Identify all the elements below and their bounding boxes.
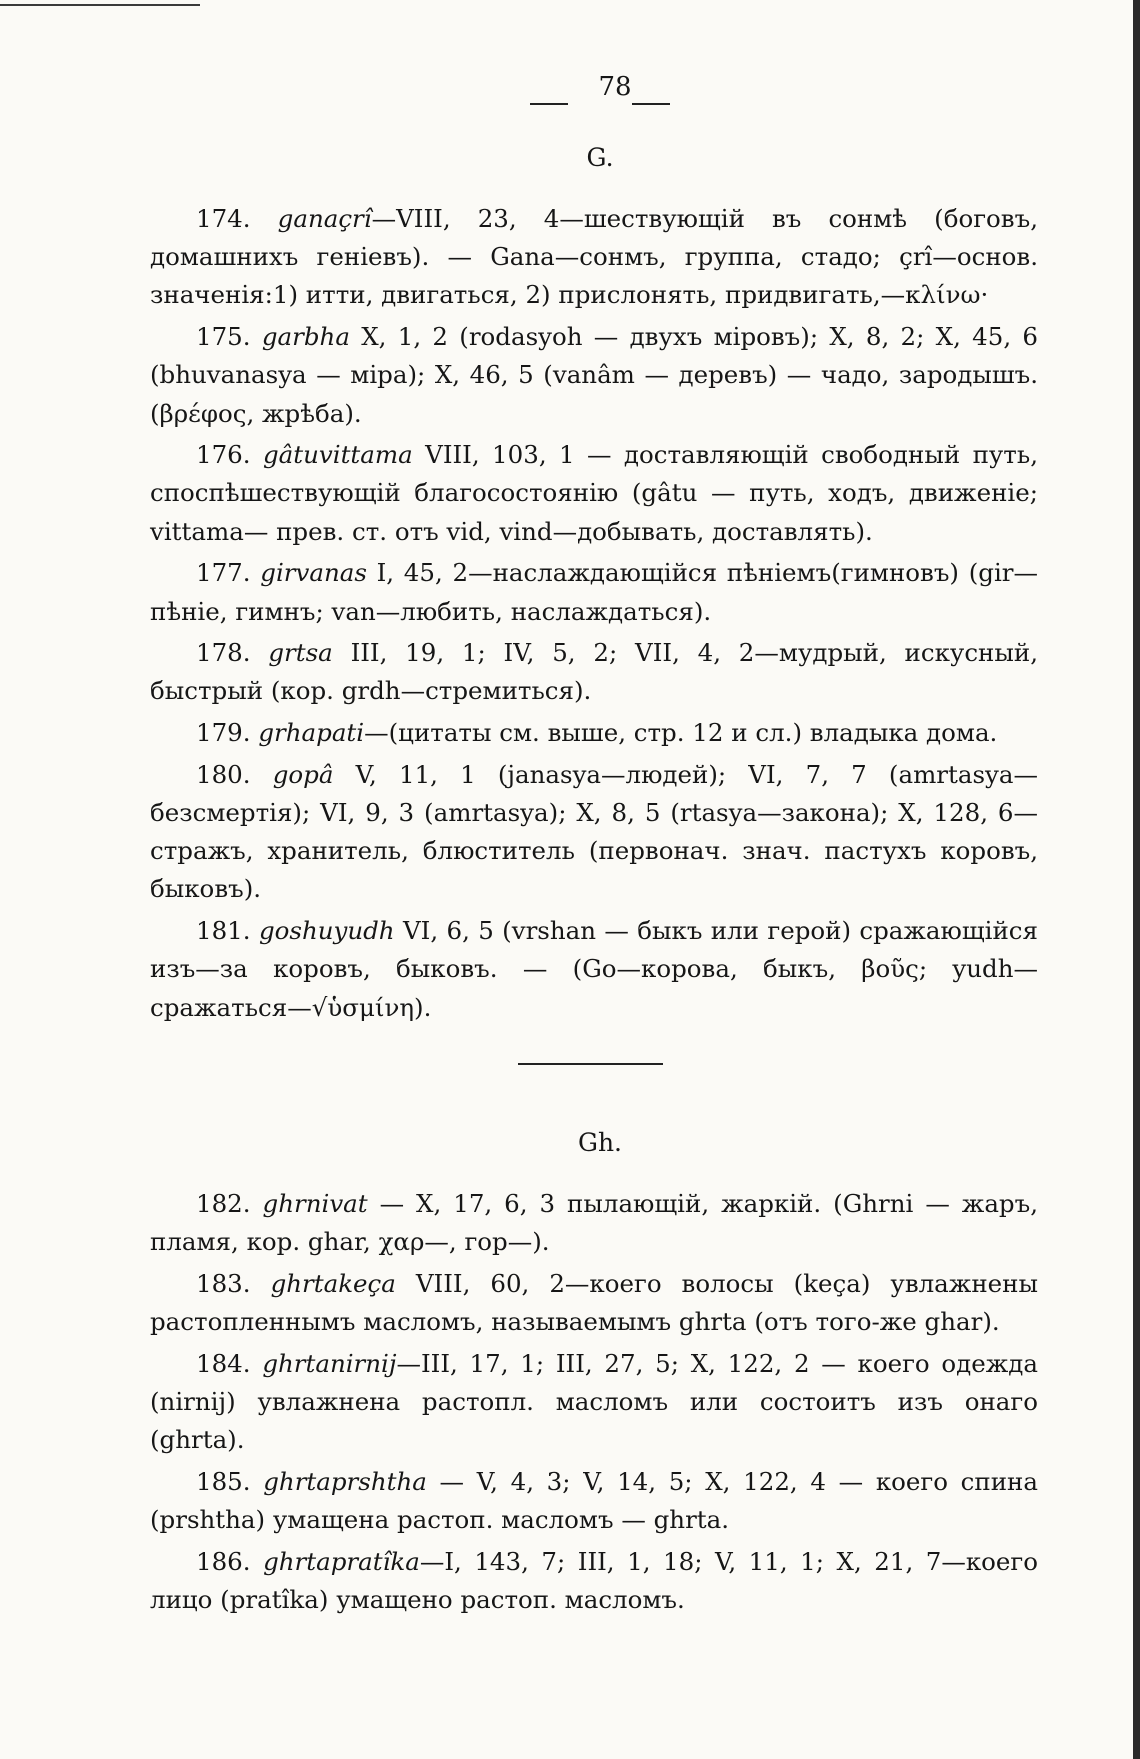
dictionary-entry bbox=[150, 554, 1038, 630]
page-number: 78 bbox=[598, 72, 632, 102]
dictionary-entry bbox=[150, 1185, 1038, 1261]
entry-reference: —III, 17, 1; III, 27, 5; X, 122, 2 bbox=[396, 1348, 810, 1378]
section-heading-g: G. bbox=[586, 143, 614, 172]
entry-reference: — V, 4, 3; V, 14, 5; X, 122, 4 bbox=[426, 1466, 826, 1496]
entry-number: 181. bbox=[196, 916, 251, 946]
entry-term: ganaçrî bbox=[277, 204, 372, 233]
entry-number: 182. bbox=[196, 1189, 251, 1218]
entry-number: 184. bbox=[196, 1348, 251, 1378]
entry-term: girvanas bbox=[260, 558, 367, 588]
section-heading-gh: Gh. bbox=[577, 1128, 623, 1157]
dictionary-entry bbox=[150, 912, 1038, 1027]
scan-top-edge bbox=[0, 4, 200, 6]
entry-reference: X, 1, 2 bbox=[349, 322, 448, 352]
dictionary-entry bbox=[150, 1543, 1038, 1619]
entry-term: grtsa bbox=[268, 638, 333, 668]
entry-term: ghrnivat bbox=[262, 1189, 368, 1218]
page-number-rule-right bbox=[632, 103, 670, 105]
entry-term: grhapati bbox=[258, 718, 365, 748]
entry-number: 180. bbox=[196, 759, 251, 789]
entry-definition: пылающій, жаркій. (Ghrni — жаръ, пламя, кор. ghar, χαρ—, гор—). bbox=[150, 1189, 1038, 1257]
dictionary-entry bbox=[150, 318, 1038, 433]
entry-definition: —наслаждающійся пѣніемъ(гимновъ) (gir—пѣніе, гимнъ; van—любить, наслаждаться). bbox=[150, 558, 1038, 626]
entry-reference: VIII, 103, 1 bbox=[412, 440, 575, 470]
entry-reference: — X, 17, 6, 3 bbox=[367, 1189, 556, 1218]
entry-number: 179. bbox=[196, 718, 251, 748]
entry-reference: VI, 6, 5 bbox=[394, 916, 494, 946]
entry-definition: — коего спина (prshtha) умащена растоп. масломъ — ghrta. bbox=[150, 1466, 1038, 1535]
page-number-rule-left bbox=[530, 103, 568, 105]
entry-definition: (vrshan — быкъ или герой) сражающійся изъ—за коровъ, быковъ. — (Go—корова, быкъ, βοῦς; yudh—сражаться—√ὑσμίνη). bbox=[150, 916, 1038, 1022]
dictionary-entry bbox=[150, 756, 1038, 909]
dictionary-entry bbox=[150, 634, 1038, 710]
entry-number: 176. bbox=[196, 440, 251, 470]
dictionary-entry bbox=[150, 714, 1038, 752]
entry-definition: —мудрый, искусный, быстрый (кор. grdh—стремиться). bbox=[150, 638, 1038, 706]
entries-g bbox=[150, 200, 1038, 1030]
entry-term: ghrtakeça bbox=[270, 1268, 396, 1298]
entry-definition: —коего волосы (keça) увлажнены растопленнымъ масломъ, называемымъ ghrta (отъ того-же ghar). bbox=[150, 1268, 1038, 1337]
dictionary-entry bbox=[150, 1345, 1038, 1460]
entry-number: 185. bbox=[196, 1466, 251, 1496]
dictionary-entry bbox=[150, 1265, 1038, 1341]
dictionary-entry bbox=[150, 436, 1038, 551]
entry-definition: — коего одежда (nirnij) увлажнена растопл. масломъ или состоитъ изъ онаго (ghrta). bbox=[150, 1348, 1038, 1455]
entry-term: ghrtanirnij bbox=[262, 1348, 397, 1378]
dictionary-entry bbox=[150, 200, 1038, 315]
entry-definition: —коего лицо (pratîka) умащено растоп. масломъ. bbox=[150, 1546, 1039, 1615]
scan-right-edge bbox=[1133, 0, 1140, 1759]
entry-number: 175. bbox=[196, 322, 251, 352]
entry-definition: — доставляющій свободный путь, споспѣшествующій благосостоянію (gâtu — путь, ходъ, движеніе; vittama— прев. ст. отъ vid, vind—добывать, доставлять). bbox=[150, 440, 1038, 546]
dictionary-entry bbox=[150, 1463, 1038, 1539]
entries-gh bbox=[150, 1185, 1038, 1623]
entry-number: 177. bbox=[196, 558, 251, 588]
entry-term: garbha bbox=[261, 322, 350, 352]
entry-term: ghrtapratîka bbox=[263, 1546, 420, 1576]
entry-reference: —I, 143, 7; III, 1, 18; V, 11, 1; X, 21, 7 bbox=[419, 1546, 942, 1576]
entry-reference: —VIII, 23, 4 bbox=[371, 204, 560, 233]
entry-definition: (janasya—людей); VI, 7, 7 (amrtasya—безсмертія); VI, 9, 3 (amrtasya); X, 8, 5 (rtasya—закона); X, 128, 6—стражъ, хранитель, блюститель (первонач. знач. пастухъ коровъ, быковъ). bbox=[150, 759, 1038, 904]
entry-term: goshuyudh bbox=[258, 916, 395, 946]
section-divider bbox=[518, 1063, 663, 1065]
entry-term: gopâ bbox=[272, 759, 334, 789]
entry-reference: III, 19, 1; IV, 5, 2; VII, 4, 2 bbox=[332, 638, 755, 668]
entry-number: 178. bbox=[196, 638, 251, 668]
entry-definition: (rodasyoh — двухъ міровъ); X, 8, 2; X, 45, 6 (bhuvanasya — міра); X, 46, 5 (vanâm — деревъ) — чадо, зародышъ. (βρέφος, жрѣба). bbox=[150, 322, 1039, 428]
entry-number: 183. bbox=[196, 1268, 251, 1298]
entry-reference: VIII, 60, 2 bbox=[395, 1268, 565, 1298]
entry-term: gâtuvittama bbox=[262, 440, 413, 470]
entry-reference: V, 11, 1 bbox=[333, 759, 476, 789]
entry-definition: —шествующій въ сонмѣ (боговъ, домашнихъ геніевъ). — Gana—сонмъ, группа, стадо; çrî—основ. значенія:1) итти, двигаться, 2) прислонять, придвигать,—κλίνω· bbox=[150, 204, 1038, 310]
entry-number: 186. bbox=[196, 1546, 251, 1576]
entry-reference: I, 45, 2 bbox=[366, 558, 469, 588]
entry-definition: —(цитаты см. выше, стр. 12 и сл.) владыка дома. bbox=[364, 718, 998, 748]
entry-term: ghrtaprshtha bbox=[263, 1466, 427, 1496]
entry-number: 174. bbox=[196, 204, 251, 233]
